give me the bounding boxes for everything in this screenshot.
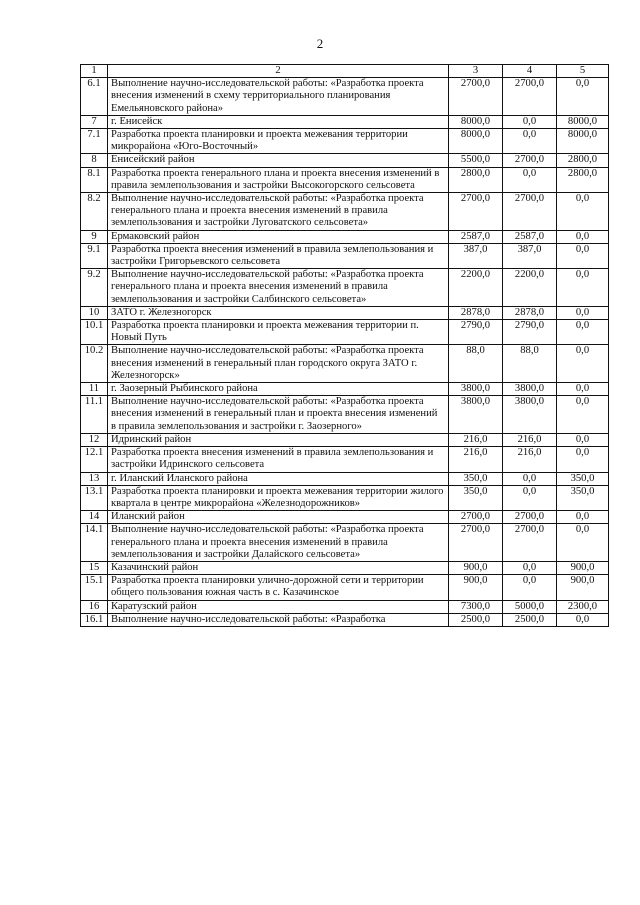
row-col-5: 0,0 (557, 447, 609, 472)
row-col-4: 2200,0 (503, 269, 557, 307)
row-total: 2878,0 (449, 306, 503, 319)
row-total: 5500,0 (449, 154, 503, 167)
row-number: 11.1 (81, 396, 108, 434)
row-description: г. Заозерный Рыбинского района (108, 383, 449, 396)
row-total: 3800,0 (449, 396, 503, 434)
table-row (81, 524, 609, 562)
row-col-4: 2587,0 (503, 230, 557, 243)
row-col-5: 350,0 (557, 485, 609, 510)
row-col-5: 0,0 (557, 511, 609, 524)
row-number: 16 (81, 600, 108, 613)
row-number: 15 (81, 561, 108, 574)
row-description: Выполнение научно-исследовательской работы: «Разработка проекта генерального плана и проекта внесения изменений в правила землепользования и застройки Салбинского сельсовета» (108, 269, 449, 307)
row-col-4: 3800,0 (503, 396, 557, 434)
row-col-5: 0,0 (557, 396, 609, 434)
row-description: Иланский район (108, 511, 449, 524)
table-row (81, 561, 609, 574)
row-description: Разработка проекта планировки и проекта межевания территории п. Новый Путь (108, 320, 449, 345)
table-row (81, 320, 609, 345)
row-col-5: 2800,0 (557, 167, 609, 192)
page-number: 2 (316, 36, 324, 51)
row-col-5: 0,0 (557, 524, 609, 562)
table-row (81, 472, 609, 485)
row-description: Разработка проекта внесения изменений в правила землепользования и застройки Григорьевского сельсовета (108, 243, 449, 268)
table-row (81, 230, 609, 243)
row-col-5: 350,0 (557, 472, 609, 485)
row-description: Выполнение научно-исследовательской работы: «Разработка проекта внесения изменений в генеральный план и проекта внесения изменений в правила землепользования и застройки г. Заозерного» (108, 396, 449, 434)
row-col-5: 2300,0 (557, 600, 609, 613)
row-col-5: 0,0 (557, 193, 609, 231)
row-total: 2500,0 (449, 613, 503, 626)
header-col-5: 5 (557, 65, 609, 78)
row-description: Выполнение научно-исследовательской работы: «Разработка (108, 613, 449, 626)
row-number: 9 (81, 230, 108, 243)
row-description: Идринский район (108, 433, 449, 446)
row-number: 13.1 (81, 485, 108, 510)
row-number: 6.1 (81, 78, 108, 116)
row-col-5: 0,0 (557, 345, 609, 383)
row-col-4: 5000,0 (503, 600, 557, 613)
row-total: 2200,0 (449, 269, 503, 307)
row-description: Казачинский район (108, 561, 449, 574)
row-col-5: 0,0 (557, 383, 609, 396)
table-row (81, 613, 609, 626)
row-col-4: 0,0 (503, 561, 557, 574)
table-row (81, 511, 609, 524)
table-row (81, 485, 609, 510)
row-col-4: 2500,0 (503, 613, 557, 626)
row-description: Разработка проекта планировки и проекта межевания территории жилого квартала в центре микрорайона «Железнодорожников» (108, 485, 449, 510)
row-description: Разработка проекта планировки и проекта межевания территории микрорайона «Юго-Восточный» (108, 129, 449, 154)
row-description: Разработка проекта планировки улично-дорожной сети и территории общего пользования южная часть в с. Казачинское (108, 575, 449, 600)
row-total: 2700,0 (449, 524, 503, 562)
table-row (81, 600, 609, 613)
row-col-5: 0,0 (557, 320, 609, 345)
row-total: 900,0 (449, 575, 503, 600)
row-number: 10.2 (81, 345, 108, 383)
row-number: 12.1 (81, 447, 108, 472)
header-col-4: 4 (503, 65, 557, 78)
header-col-2: 2 (108, 65, 449, 78)
row-description: Выполнение научно-исследовательской работы: «Разработка проекта генерального плана и проекта внесения изменений в правила землепользования и застройки Далайского сельсовета» (108, 524, 449, 562)
row-description: ЗАТО г. Железногорск (108, 306, 449, 319)
row-total: 2587,0 (449, 230, 503, 243)
row-number: 10.1 (81, 320, 108, 345)
table-row (81, 193, 609, 231)
header-col-1: 1 (81, 65, 108, 78)
row-col-4: 2700,0 (503, 193, 557, 231)
row-number: 16.1 (81, 613, 108, 626)
row-col-4: 88,0 (503, 345, 557, 383)
table-row (81, 115, 609, 128)
row-col-4: 2790,0 (503, 320, 557, 345)
row-number: 9.1 (81, 243, 108, 268)
row-number: 8.1 (81, 167, 108, 192)
table-body (81, 78, 609, 627)
row-number: 10 (81, 306, 108, 319)
row-description: Выполнение научно-исследовательской работы: «Разработка проекта внесения изменений в схему территориального планирования Емельяновского района» (108, 78, 449, 116)
row-description: Выполнение научно-исследовательской работы: «Разработка проекта внесения изменений в генеральный план городского округа ЗАТО г. Железногорск» (108, 345, 449, 383)
table-row (81, 154, 609, 167)
row-col-5: 0,0 (557, 78, 609, 116)
row-total: 2700,0 (449, 78, 503, 116)
row-col-4: 2700,0 (503, 511, 557, 524)
row-col-4: 216,0 (503, 433, 557, 446)
table-row (81, 243, 609, 268)
row-description: г. Иланский Иланского района (108, 472, 449, 485)
row-col-5: 900,0 (557, 575, 609, 600)
row-description: Енисейский район (108, 154, 449, 167)
row-number: 7.1 (81, 129, 108, 154)
table-header (81, 65, 609, 78)
row-total: 3800,0 (449, 383, 503, 396)
row-total: 900,0 (449, 561, 503, 574)
row-description: Разработка проекта внесения изменений в правила землепользования и застройки Идринского сельсовета (108, 447, 449, 472)
row-number: 11 (81, 383, 108, 396)
table-row (81, 433, 609, 446)
row-col-4: 2878,0 (503, 306, 557, 319)
table-row (81, 575, 609, 600)
row-col-5: 0,0 (557, 243, 609, 268)
row-col-5: 0,0 (557, 433, 609, 446)
row-description: Каратузский район (108, 600, 449, 613)
row-col-5: 0,0 (557, 269, 609, 307)
row-col-4: 2700,0 (503, 524, 557, 562)
row-col-4: 0,0 (503, 115, 557, 128)
row-col-5: 0,0 (557, 613, 609, 626)
row-total: 2700,0 (449, 511, 503, 524)
row-col-4: 3800,0 (503, 383, 557, 396)
row-description: Ермаковский район (108, 230, 449, 243)
row-number: 7 (81, 115, 108, 128)
row-description: г. Енисейск (108, 115, 449, 128)
row-col-5: 2800,0 (557, 154, 609, 167)
row-total: 2800,0 (449, 167, 503, 192)
table-row (81, 345, 609, 383)
budget-table (80, 64, 609, 627)
row-col-5: 0,0 (557, 306, 609, 319)
table-row (81, 396, 609, 434)
table-row (81, 306, 609, 319)
row-number: 8 (81, 154, 108, 167)
row-total: 387,0 (449, 243, 503, 268)
header-row (81, 65, 609, 78)
table-row (81, 78, 609, 116)
row-total: 350,0 (449, 472, 503, 485)
row-number: 14 (81, 511, 108, 524)
row-col-5: 8000,0 (557, 129, 609, 154)
row-total: 8000,0 (449, 129, 503, 154)
row-col-4: 387,0 (503, 243, 557, 268)
row-col-4: 0,0 (503, 472, 557, 485)
row-total: 216,0 (449, 447, 503, 472)
row-total: 216,0 (449, 433, 503, 446)
table-row (81, 447, 609, 472)
row-number: 12 (81, 433, 108, 446)
row-number: 14.1 (81, 524, 108, 562)
row-number: 9.2 (81, 269, 108, 307)
row-total: 350,0 (449, 485, 503, 510)
row-col-4: 0,0 (503, 167, 557, 192)
row-total: 2700,0 (449, 193, 503, 231)
table-row (81, 269, 609, 307)
row-col-5: 900,0 (557, 561, 609, 574)
row-col-4: 0,0 (503, 129, 557, 154)
row-description: Разработка проекта генерального плана и проекта внесения изменений в правила землепользования и застройки Высокогорского сельсовета (108, 167, 449, 192)
row-col-5: 8000,0 (557, 115, 609, 128)
row-number: 13 (81, 472, 108, 485)
row-col-4: 2700,0 (503, 78, 557, 116)
row-col-4: 216,0 (503, 447, 557, 472)
table-row (81, 129, 609, 154)
table-row (81, 383, 609, 396)
row-total: 7300,0 (449, 600, 503, 613)
header-col-3: 3 (449, 65, 503, 78)
row-total: 8000,0 (449, 115, 503, 128)
row-col-4: 2700,0 (503, 154, 557, 167)
row-number: 15.1 (81, 575, 108, 600)
row-number: 8.2 (81, 193, 108, 231)
row-description: Выполнение научно-исследовательской работы: «Разработка проекта генерального плана и проекта внесения изменений в правила землепользования и застройки Луговатского сельсовета» (108, 193, 449, 231)
row-total: 88,0 (449, 345, 503, 383)
row-total: 2790,0 (449, 320, 503, 345)
table-row (81, 167, 609, 192)
row-col-5: 0,0 (557, 230, 609, 243)
row-col-4: 0,0 (503, 575, 557, 600)
row-col-4: 0,0 (503, 485, 557, 510)
